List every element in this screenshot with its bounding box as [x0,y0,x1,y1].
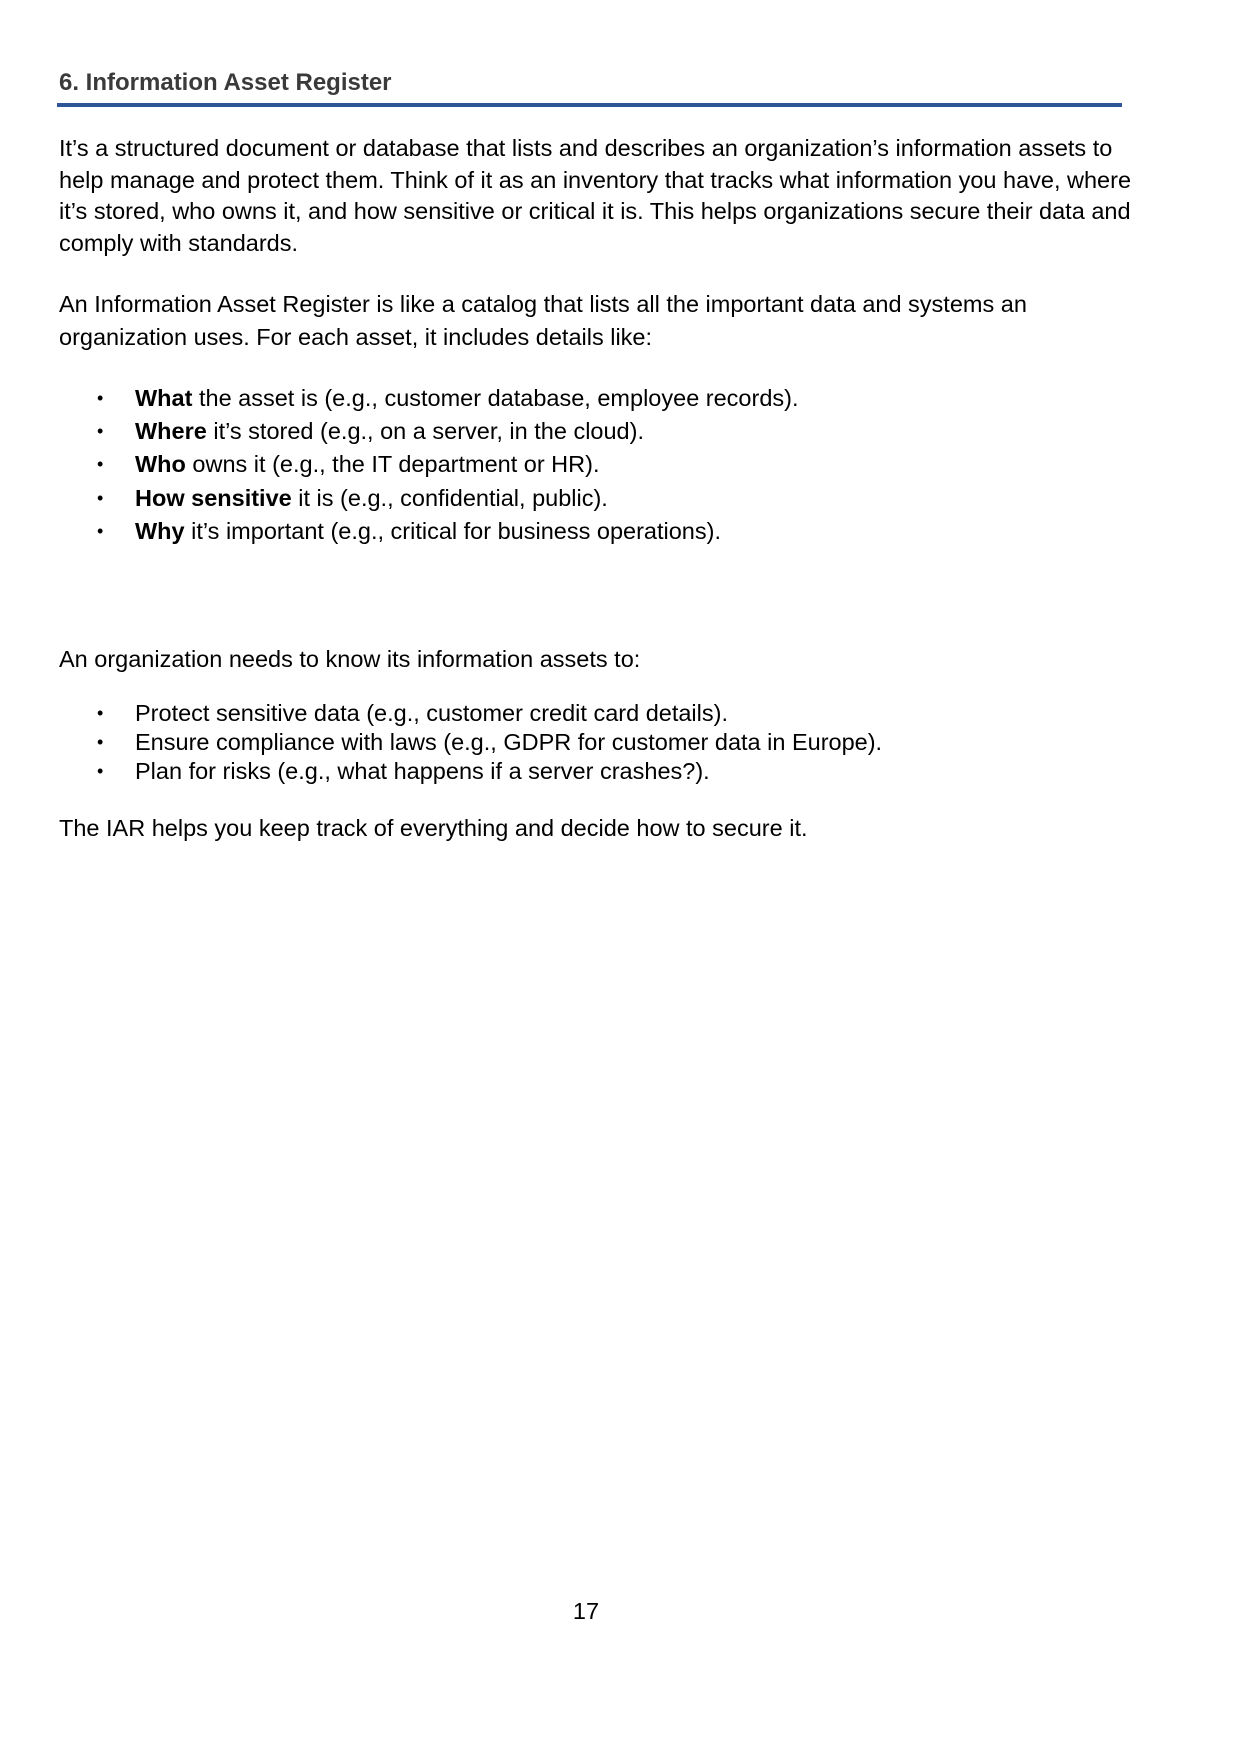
needs-paragraph: An organization needs to know its information assets to: [59,646,641,672]
list-item [59,699,1134,728]
bullet-icon: • [97,732,104,752]
section-heading: 6. Information Asset Register [59,69,392,96]
list-item [59,728,1134,757]
list-item-text: it is (e.g., confidential, public). [291,484,608,511]
intro-paragraph: It’s a structured document or database that lists and describes an organization’s information assets to help manage and protect them. Think of it as an inventory that tracks what information you have, where it’s stored, who owns it, and how sensitive or critical it is. This helps organizations secure their data and comply with standards. [59,135,1132,256]
list-item-text: the asset is (e.g., customer database, employee records). [192,385,799,411]
list-item [59,448,1134,481]
list-item [59,482,1134,515]
bullet-icon: • [97,487,104,508]
closing-paragraph: The IAR helps you keep track of everything and decide how to secure it. [59,815,808,841]
bullet-icon: • [97,421,104,442]
list-item-text: owns it (e.g., the IT department or HR). [185,451,600,478]
page-number: 17 [572,1598,600,1624]
list-item [59,415,1134,448]
bullet-icon: • [97,520,104,541]
list-item-term: Why [135,517,185,544]
heading-underline [57,103,1122,107]
list-item-term: Who [135,451,186,478]
list-item [59,515,1134,548]
bullet-icon: • [97,703,104,723]
reasons-list [59,699,1134,786]
list-item-term: How sensitive [135,484,292,511]
list-item-term: Where [135,418,207,445]
bullet-icon: • [97,454,104,475]
list-item [59,382,1134,415]
list-item-term: What [135,385,193,411]
catalog-paragraph: An Information Asset Register is like a catalog that lists all the important data and systems an organization uses. For each asset, it includes details like: [59,291,1027,350]
list-item-text: it’s stored (e.g., on a server, in the cloud). [206,418,644,445]
bullet-icon: • [97,761,104,781]
list-item-text: it’s important (e.g., critical for business operations). [184,517,721,544]
asset-details-list [59,382,1134,548]
list-item-text: Ensure compliance with laws (e.g., GDPR for customer data in Europe). [135,729,883,755]
bullet-icon: • [97,388,104,408]
list-item-text: Protect sensitive data (e.g., customer credit card details). [135,700,728,726]
list-item-text: Plan for risks (e.g., what happens if a server crashes?). [135,758,710,784]
list-item [59,757,1134,786]
